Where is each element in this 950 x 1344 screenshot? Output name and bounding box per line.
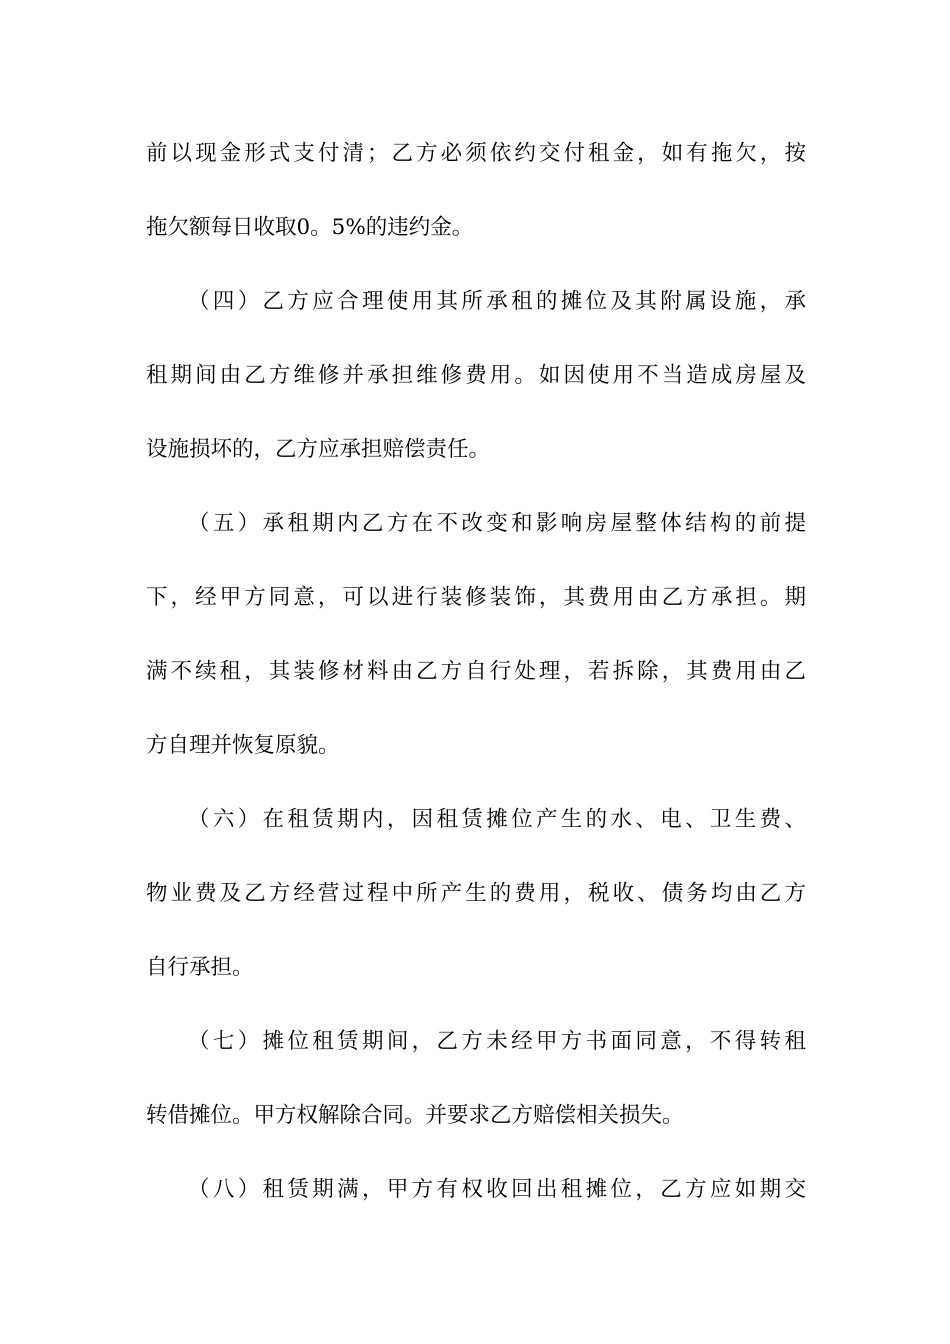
text-line: 方自理并恢复原貌。 [146, 733, 340, 758]
text-line: 前以现金形式支付清；乙方必须依约交付租金，如有拖欠，按 [146, 141, 806, 166]
clause-8-first-line: （八）租赁期满，甲方有权收回出租摊位，乙方应如期交 [188, 1177, 806, 1202]
text-line: 下，经甲方同意，可以进行装修装饰，其费用由乙方承担。期 [146, 585, 806, 610]
clause-6-first-line: （六）在租赁期内，因租赁摊位产生的水、电、卫生费、 [188, 807, 806, 832]
contract-text-body [146, 130, 806, 1240]
text-line: 设施损坏的，乙方应承担赔偿责任。 [146, 437, 491, 462]
clause-7-first-line: （七）摊位租赁期间，乙方未经甲方书面同意，不得转租 [188, 1029, 806, 1054]
clause-5-first-line: （五）承租期内乙方在不改变和影响房屋整体结构的前提 [188, 511, 806, 536]
text-line: 满不续租，其装修材料由乙方自行处理，若拆除，其费用由乙 [146, 659, 806, 684]
text-line: 转借摊位。甲方权解除合同。并要求乙方赔偿相关损失。 [146, 1103, 684, 1128]
text-line: 物业费及乙方经营过程中所产生的费用，税收、债务均由乙方 [146, 881, 806, 906]
text-line: 自行承担。 [146, 955, 254, 980]
text-line: 租期间由乙方维修并承担维修费用。如因使用不当造成房屋及 [146, 363, 806, 388]
clause-4-first-line: （四）乙方应合理使用其所承租的摊位及其附属设施，承 [188, 289, 806, 314]
text-line: 拖欠额每日收取0。5%的违约金。 [146, 215, 474, 240]
